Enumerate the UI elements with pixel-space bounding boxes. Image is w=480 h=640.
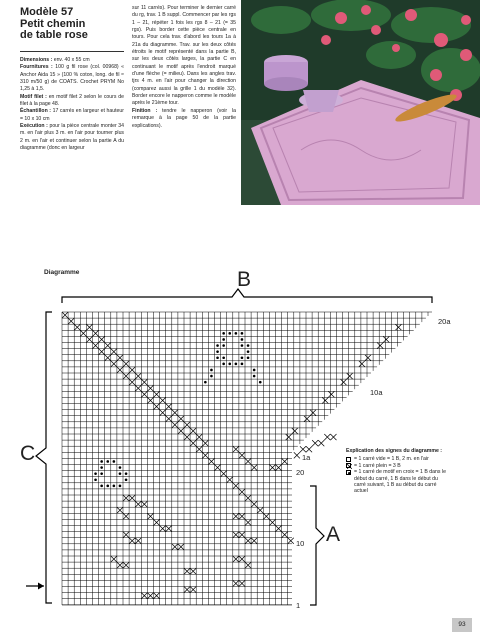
filled-square-mark [178,428,184,434]
dot-square-mark [222,356,225,359]
filled-square-mark [233,446,239,452]
filled-square-mark [300,446,306,452]
dot-square-mark [259,381,262,384]
filled-square-mark [196,434,202,440]
section-c-label: C [20,442,36,465]
filled-square-mark [111,349,117,355]
model-number: Modèle 57 [20,6,74,18]
dot-square-mark [100,460,103,463]
filled-square-mark [184,587,190,593]
filled-square-mark [269,465,275,471]
dot-square-mark [106,485,109,488]
supplies-text: 100 g fil rose (col. 00968) « Anchor Aida 15 » (100 % coton, long. de fil ≈ 310 m/50 g) de COATS. Crochet PRYM No 1,25 à 1,5. [20,64,124,93]
filled-square-mark [251,465,257,471]
filled-square-mark [129,495,135,501]
dot-square-mark [119,485,122,488]
filled-square-mark [172,422,178,428]
filled-square-mark [123,495,129,501]
filled-square-mark [276,465,282,471]
filled-square-mark [154,391,160,397]
filled-square-mark [383,336,389,342]
filled-square-mark [245,495,251,501]
filled-square-mark [99,336,105,342]
filled-square-mark [178,544,184,550]
filled-square-mark [184,434,190,440]
filled-square-mark [282,532,288,538]
continuation-paragraph: sur 11 carrés). Pour terminer le dernier carré du rg, trav. 1 B suppl. Commencer par les rgs 1 – 21, répéter 1 fois les rgs 8 – 21 (= 35 rgs). Puis border cette pièce centrale en tours. Pour cela trav. d'abord les tours 1a à 21a du diagramme. Trav. sur les deux côtés étroits le motif représenté dans la partie B, sur les deux côtés larges, la partie C en continuant le motif après l'endroit marqué d'une flèche (= milieu). Dans les angles trav. tjrs 4 m. en l'air pour changer la direction (comparez aussi la grille 1 du modèle 32). Border encore le napperon comme le modèle après le 21ème tour. [132,5,236,107]
filled-square-mark [190,428,196,434]
dot-square-mark [222,344,225,347]
row-label-20a: 20a [438,317,451,326]
legend-cross-text: = 1 carré de motif en croix = 1 B dans le début du carré, 1 B dans le début du carré suivant, 1 B au début du carré actuel [354,469,446,495]
filled-square-mark [395,324,401,330]
filled-square-mark [239,580,245,586]
dot-square-mark [222,338,225,341]
filled-square-mark [269,519,275,525]
filled-square-mark [322,397,328,403]
row-label-1a: 1a [302,453,311,462]
dot-square-mark [241,338,244,341]
filled-square-mark [202,440,208,446]
legend-title: Explication des signes du diagramme : [346,448,442,454]
filled-square-mark [257,507,263,513]
dot-square-mark [241,356,244,359]
filled-square-mark [184,422,190,428]
filled-square-mark [86,336,92,342]
dot-square-mark [210,369,213,372]
filled-square-mark [324,434,330,440]
filled-square-mark [123,513,129,519]
filled-square-mark [239,452,245,458]
filled-square-mark [147,397,153,403]
dot-square-mark [241,344,244,347]
filled-square-mark [154,404,160,410]
filled-square-mark [377,343,383,349]
filled-square-mark [172,544,178,550]
dot-square-mark [247,350,250,353]
filled-square-mark [68,318,74,324]
dot-square-mark [247,356,250,359]
filled-square-mark [312,440,318,446]
filled-square-mark [117,355,123,361]
finish-label: Finition : [132,107,158,114]
filled-square-mark [80,330,86,336]
page-number: 93 [452,618,472,632]
filled-square-mark [93,330,99,336]
motif-label: Motif filet : [20,93,47,100]
filled-square-mark [62,312,68,318]
filled-square-mark [99,349,105,355]
dot-square-mark [235,332,238,335]
filled-square-mark [117,507,123,513]
dot-square-mark [216,350,219,353]
filled-square-mark [190,587,196,593]
filled-square-mark [239,513,245,519]
section-a-brace [310,486,324,605]
filled-square-mark [105,355,111,361]
dot-square-mark [204,381,207,384]
filled-square-mark [294,452,300,458]
dot-square-mark [216,344,219,347]
dimensions-label: Dimensions : [20,57,53,63]
filled-square-mark [166,404,172,410]
legend-cross-square [346,469,450,495]
filled-square-mark [276,526,282,532]
filled-square-mark [304,416,310,422]
section-b-label: B [237,268,252,291]
filled-square-mark [166,416,172,422]
filled-square-mark [233,556,239,562]
filled-square-mark [117,562,123,568]
finish-text: tendre le napperon (voir la remarque à la page 50 de la partie explications). [132,107,236,129]
filled-square-mark [341,379,347,385]
filled-square-mark [129,538,135,544]
filled-square-mark [221,471,227,477]
filled-square-mark [196,446,202,452]
filled-square-mark [135,385,141,391]
filled-square-mark [245,519,251,525]
filled-square-mark [129,367,135,373]
dot-square-mark [119,472,122,475]
filled-square-mark [202,452,208,458]
row-label-20: 20 [296,468,305,477]
filled-square-mark [123,361,129,367]
dot-square-mark [253,369,256,372]
section-c-brace [36,312,52,603]
diagram-label: Diagramme [44,269,80,276]
dot-square-mark [247,344,250,347]
filled-square-mark [178,416,184,422]
filled-square-mark [105,343,111,349]
title-line-1: Petit chemin [20,17,86,30]
filled-square-mark [129,379,135,385]
filled-square-icon [346,463,351,468]
filled-square-mark [215,465,221,471]
execution-text: pour la pièce centrale monter 34 m. en l'air plus 3 m. en l'air pour tourner plus 2 m. en l'air et continuer selon la partie A du diagramme (donc en largeur [20,123,124,152]
dot-square-mark [241,363,244,366]
filled-square-mark [154,593,160,599]
section-a-label: A [326,523,341,546]
filled-square-mark [233,513,239,519]
filled-square-mark [292,428,298,434]
filled-square-mark [147,513,153,519]
filled-square-mark [141,501,147,507]
filled-square-mark [135,373,141,379]
filled-square-mark [160,410,166,416]
filled-square-mark [147,593,153,599]
filled-square-mark [141,593,147,599]
filled-square-mark [330,434,336,440]
filled-square-mark [239,532,245,538]
dot-square-mark [100,466,103,469]
filled-square-mark [282,458,288,464]
filled-square-mark [135,501,141,507]
sample-text: 17 carrés en largeur et hauteur = 10 x 10 cm [20,108,124,122]
dot-square-mark [253,375,256,378]
filled-square-mark [86,324,92,330]
dot-square-mark [100,472,103,475]
legend [346,448,450,495]
dot-square-mark [125,478,128,481]
filled-square-mark [166,526,172,532]
filled-square-mark [227,477,233,483]
open-square-icon [346,457,351,462]
filled-square-mark [251,501,257,507]
execution-label: Exécution : [20,123,48,130]
filled-square-mark [141,379,147,385]
dot-square-mark [222,363,225,366]
filled-square-mark [190,440,196,446]
title-line-2: de table rose [20,29,88,41]
filled-square-mark [318,440,324,446]
dot-square-mark [228,332,231,335]
dot-square-mark [113,460,116,463]
filled-square-mark [233,483,239,489]
middle-arrowhead [38,583,44,590]
filled-square-mark [347,373,353,379]
legend-full-text: = 1 carré plein = 3 B [354,462,401,469]
filled-square-mark [306,446,312,452]
filled-square-mark [111,361,117,367]
filled-square-mark [123,373,129,379]
filled-square-mark [117,367,123,373]
row-label-10: 10 [296,539,305,548]
filled-square-mark [233,532,239,538]
filled-square-mark [172,410,178,416]
filled-square-mark [208,458,214,464]
dot-square-mark [210,375,213,378]
filled-square-mark [93,343,99,349]
filled-square-mark [154,519,160,525]
filled-square-mark [147,385,153,391]
dimensions-text: env. 40 x 55 cm [52,57,90,63]
filled-square-mark [245,562,251,568]
dot-square-mark [228,363,231,366]
legend-open-text: = 1 carré vide = 1 B, 2 m. en l'air [354,456,429,463]
filled-square-mark [328,391,334,397]
filled-square-mark [239,489,245,495]
filled-square-mark [365,355,371,361]
filled-square-mark [245,538,251,544]
filled-square-mark [184,568,190,574]
filled-square-mark [286,434,292,440]
filled-square-mark [245,458,251,464]
filled-square-mark [111,556,117,562]
row-label-10a: 10a [370,388,383,397]
filled-square-mark [359,361,365,367]
dot-square-mark [216,356,219,359]
dot-square-mark [94,472,97,475]
filled-square-mark [123,532,129,538]
dot-square-icon [346,470,351,475]
filled-square-mark [160,397,166,403]
filled-square-mark [74,324,80,330]
filled-square-mark [263,513,269,519]
filled-square-mark [135,538,141,544]
sample-label: Échantillon : [20,108,52,115]
dot-square-mark [94,478,97,481]
row-label-1: 1 [296,601,301,610]
supplies-label: Fournitures : [20,64,53,71]
filled-square-mark [160,526,166,532]
dot-square-mark [235,363,238,366]
filled-square-mark [190,568,196,574]
dot-square-mark [106,460,109,463]
dot-square-mark [113,485,116,488]
filled-square-mark [251,538,257,544]
filled-square-mark [123,562,129,568]
dot-square-mark [222,332,225,335]
dot-square-mark [100,485,103,488]
dot-square-mark [119,466,122,469]
filled-square-mark [141,391,147,397]
filled-square-mark [310,410,316,416]
filled-square-mark [288,538,294,544]
motif-text: en motif filet 2 selon le cours de filet à la page 48. [20,93,124,108]
dot-square-mark [241,332,244,335]
filled-square-mark [233,580,239,586]
filled-square-mark [239,556,245,562]
dot-square-mark [125,472,128,475]
